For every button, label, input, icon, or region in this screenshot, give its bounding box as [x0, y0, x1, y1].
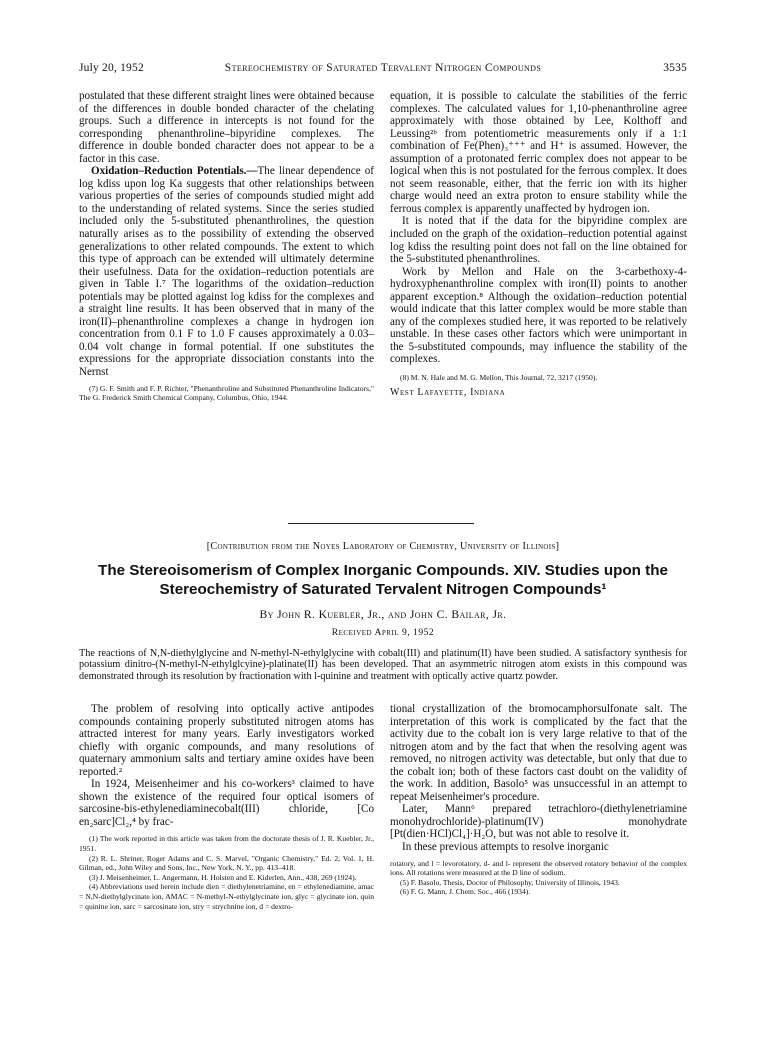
article-title-line-2: Stereochemistry of Saturated Tervalent Nitrogen Compounds¹ — [159, 581, 607, 598]
received-date: Received April 9, 1952 — [331, 627, 435, 638]
abstract: The reactions of N,N-diethylglycine and N-methyl-N-ethylglycine with cobalt(III) and platinum(II) have been studied. A satisfactory synthesis for potassium dinitro-(N-methyl-N-ethylglcyine)-platinate(II) has been developed. That an asymmetric nitrogen atom exists in this compound was demonstrated through its resolution by fractionation with l-quinine and treatment with optically active quartz powder. — [79, 648, 687, 682]
footnotes — [79, 384, 374, 403]
footnotes — [390, 373, 687, 383]
footnote-7: (7) G. F. Smith and F. P. Richter, "Phenanthroline and Substituted Phenanthroline Indicators," The G. Frederick Smith Chemical Company, Columbus, Ohio, 1944. — [79, 383, 374, 403]
article-authors: By John R. Kuebler, Jr., and John C. Bailar, Jr. — [259, 608, 507, 621]
header-date: July 20, 1952 — [79, 62, 144, 74]
running-header — [79, 62, 687, 78]
paragraph: postulated that these different straight lines were obtained because of the differences in double bonded character of the chelating groups. Such a difference in intercepts is not found for the corresponding phenanthroline–bipyridine complexes. The difference in double bonded character does not appear to be a factor in this case. — [79, 90, 374, 165]
paragraph: Work by Mellon and Hale on the 3-carbethoxy-4-hydroxyphenanthroline complex with iron(II) points to another apparent exception.⁸ Although the oxidation–reduction potential would indicate that this latter complex would be more stable than any of the complexes studied here, it was reported to be relatively unstable. In these cases other factors which were unimportant in the 5-substituted compounds, may influence the stability of the complexes. — [390, 265, 687, 366]
article-title — [79, 561, 687, 599]
paragraph-text: The linear dependence of log kdiss upon log Ka suggests that other relationships between various properties of the series of compounds studied might add to the understanding of related systems. Since the series studied included only the 5-substituted phenanthrolines, the question naturally arises as to the possibility of extending the observed generalizations to other related compounds. The extent to which this type of approach can be extended will ultimately determine their usefulness. Data for the oxidation–reduction potentials are given in Table I.⁷ The logarithms of the oxidation–reduction potentials may be plotted against log kdiss for the complexes and a straight line results. It has been observed that in many of the iron(II)–phenanthroline complexes a change in hydrogen ion concentration from 0.1 F to 1.0 F causes approximately a 0.03–0.04 volt change in formal potential. If one substitutes the expressions for the appropriate dissociation constants into the Nernst — [79, 165, 374, 379]
paragraph: equation, it is possible to calculate the stabilities of the ferric complexes. The calculated values for 1,10-phenanthroline agree approximately with those obtained by Lee, Kolthoff and Leussing²ᵇ from potentiometric measurements only if a 1:1 combination of Fe(Phen)₃⁺⁺⁺ and H⁺ is assumed. However, the assumption of a protonated ferric complex does not appear to be logical when this is not postulated for the ferrous complex. It does not seem reasonable, either, that the ferric ion with its higher charge would need an extra proton to ensure stability while the ferrous complex is apparently unaffected by hydrogen ion. — [390, 90, 687, 215]
footnote-2: (2) R. L. Shriner, Roger Adams and C. S. Marvel, "Organic Chemistry," Ed. 2, Vol. 1, H. Gilman, ed., John Wiley and Sons, Inc., New York, N. Y., pp. 413–418. — [79, 853, 374, 873]
footnote-3: (3) J. Meisenheimer, L. Angermann, H. Holsten and E. Kiderlen, Ann., 438, 269 (1924). — [89, 872, 357, 882]
paragraph: Later, Mann⁶ prepared tetrachloro-(diethylenetriamine monohydrochloride)-platinum(IV) monohydrate [Pt(dien·HCl)Cl₄]·H₂O, but was not able to resolve it. — [390, 803, 687, 841]
footnote-6: (6) F. G. Mann, J. Chem. Soc., 466 (1934). — [400, 887, 531, 897]
footnotes — [79, 834, 374, 911]
contribution-line: [Contribution from the Noyes Laboratory of Chemistry, University of Illinois] — [206, 541, 560, 552]
paragraph — [79, 165, 374, 378]
bottom-left-column — [79, 703, 374, 911]
paragraph: tional crystallization of the bromocamphorsulfonate salt. The interpretation of this work is complicated by the fact that the activity due to the cobalt ion is very large relative to that of the nitrogen atom and by the fact that when the resolving agent was removed, no nitrogen activity was detectable, but only that due to the cobalt ion; both of these factors cast doubt on the validity of the work. In addition, Basolo⁵ was unsuccessful in an attempt to repeat Meisenheimer's procedure. — [390, 703, 687, 803]
paragraph: In these previous attempts to resolve inorganic — [402, 841, 609, 854]
paragraph: In 1924, Meisenheimer and his co-workers³ claimed to have shown the existence of the required four optical isomers of sarcosine-bis-ethylenediaminecobalt(III) chloride, [Co en₂sarc]Cl₂,⁴ by frac- — [79, 778, 374, 828]
header-page-number: 3535 — [663, 62, 687, 74]
signature-location: West Lafayette, Indiana — [390, 386, 506, 398]
header-running-title: Stereochemistry of Saturated Tervalent Nitrogen Compounds — [224, 62, 542, 74]
footnote-1: (1) The work reported in this article was taken from the doctorate thesis of J. R. Kuebler, Jr., 1951. — [79, 834, 374, 854]
paragraph: The problem of resolving into optically active antipodes compounds containing properly substituted nitrogen atoms has attracted interest for many years. Early investigators worked chiefly with organic compounds, and many resolutions of quaternary ammonium salts and tertiary amine oxides have been reported.² — [79, 703, 374, 778]
footnote-4-continued: rotatory, and l = levorotatory, d- and l- represent the observed rotatory behavior of the complex ions. All rotations were measured at the D line of sodium. — [390, 858, 687, 878]
paragraph: It is noted that if the data for the bipyridine complex are included on the graph of the oxidation–reduction potential against log kdiss the resulting point does not fall on the line obtained for the 5-substituted phenanthrolines. — [390, 215, 687, 266]
top-right-column — [390, 90, 687, 399]
footnote-8: (8) M. N. Hale and M. G. Mellon, This Journal, 72, 3217 (1950). — [400, 373, 598, 383]
section-heading: Oxidation–Reduction Potentials.— — [91, 165, 258, 178]
footnote-4: (4) Abbreviations used herein include dien = diethylenetriamine, en = ethylenediamine, amac = N,N-diethylglycinate ion, AMAC = N-methyl-N-ethylglycinate ion, glyc = glycinate ion, quin = quinine ion, sarc = sarcosinate ion, stry = strychnine ion, d = dextro- — [79, 882, 374, 911]
article-title-line-1: The Stereoisomerism of Complex Inorganic Compounds. XIV. Studies upon the — [98, 562, 668, 579]
section-divider — [288, 523, 474, 524]
footnotes — [390, 859, 687, 897]
top-left-column — [79, 90, 374, 403]
bottom-right-column — [390, 703, 687, 897]
footnote-5: (5) F. Basolo, Thesis, Doctor of Philosophy, University of Illinois, 1943. — [400, 877, 620, 887]
